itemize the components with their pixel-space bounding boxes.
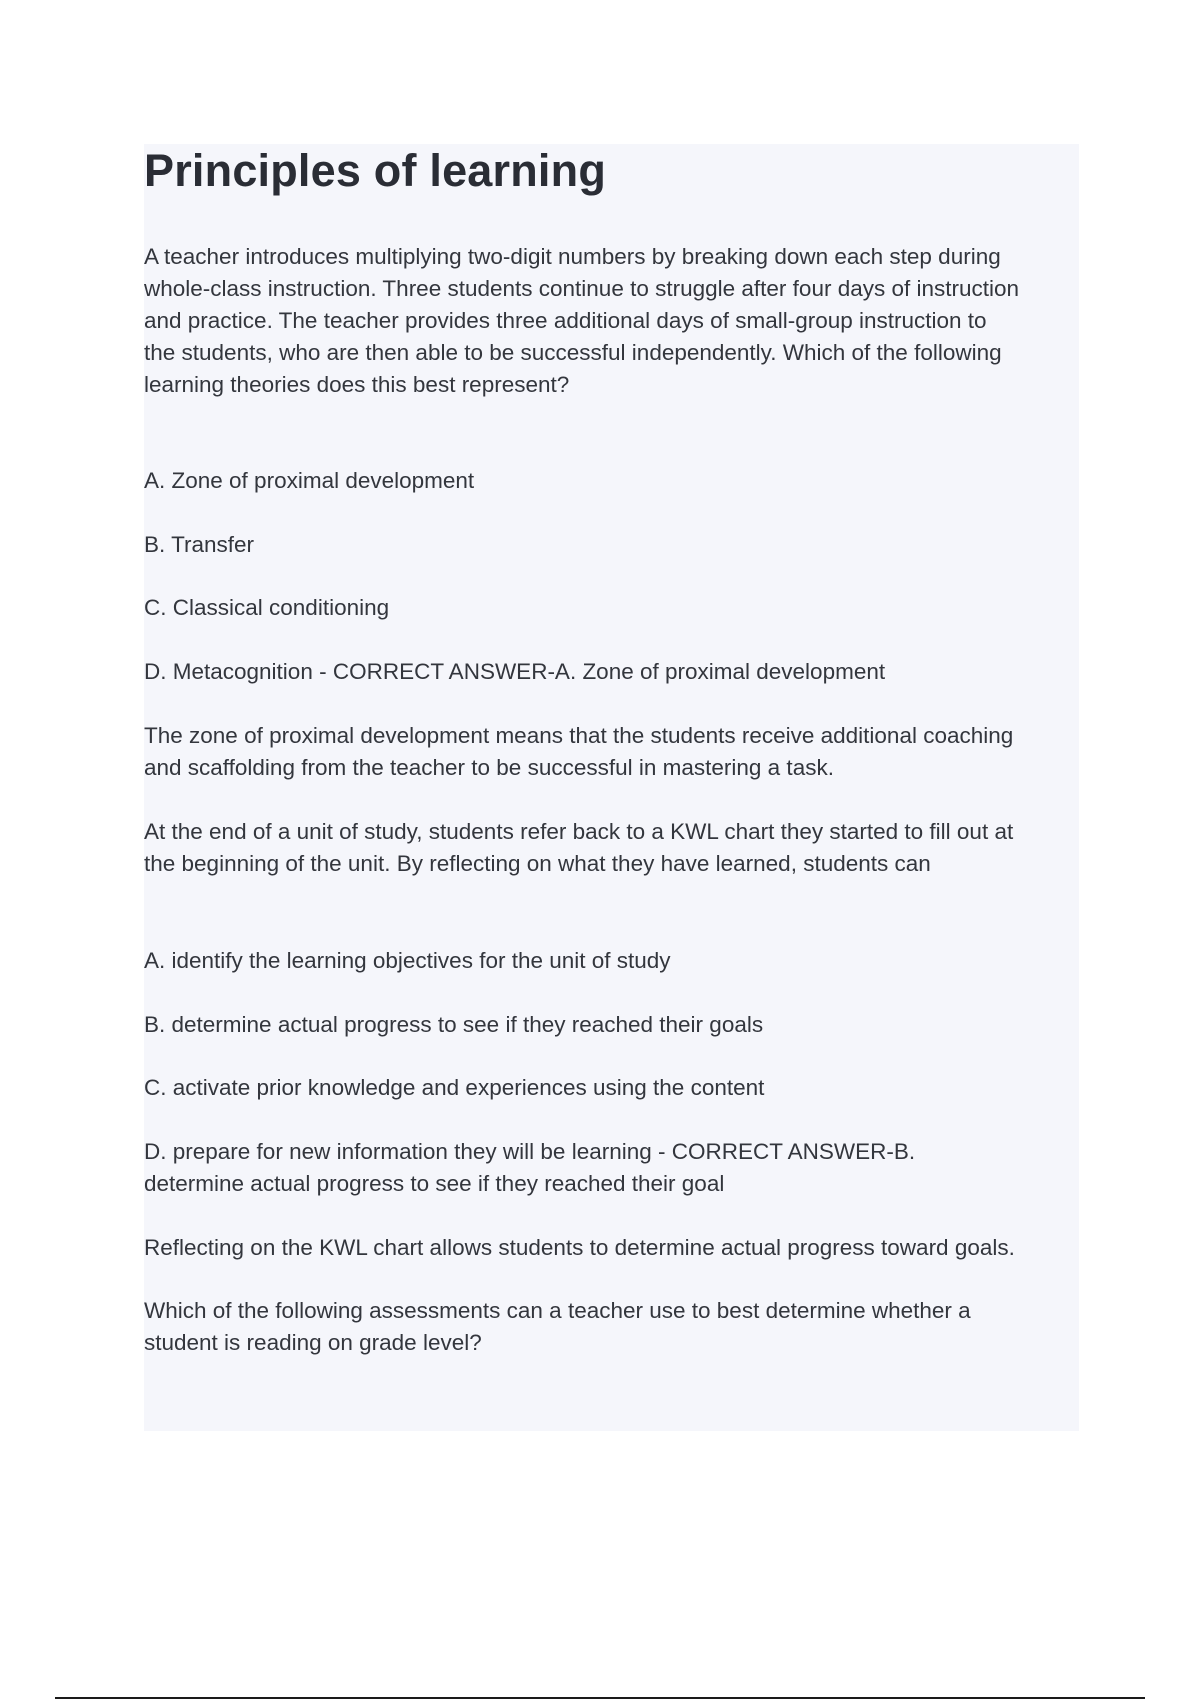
question-2-option-d-answer: D. prepare for new information they will be learning - CORRECT ANSWER-B.	[144, 1139, 916, 1164]
question-1-option-b: B. Transfer	[144, 532, 255, 557]
question-1-stem-line: and practice. The teacher provides three additional days of small-group instruction to	[144, 308, 987, 333]
question-1-explanation-line: The zone of proximal development means that the students receive additional coaching	[144, 723, 1014, 748]
question-2-stem-line: At the end of a unit of study, students refer back to a KWL chart they started to fill out at	[144, 819, 1014, 844]
question-2-option-a: A. identify the learning objectives for the unit of study	[144, 948, 671, 973]
question-1-option-a: A. Zone of proximal development	[144, 468, 475, 493]
question-1-stem-line: whole-class instruction. Three students continue to struggle after four days of instruction	[144, 276, 1020, 301]
page-title: Principles of learning	[144, 145, 607, 196]
question-2-stem-line: the beginning of the unit. By reflecting on what they have learned, students can	[144, 851, 931, 876]
question-2-option-d-answer: determine actual progress to see if they reached their goal	[144, 1171, 725, 1196]
question-1-option-c: C. Classical conditioning	[144, 595, 390, 620]
question-3-stem-line: Which of the following assessments can a teacher use to best determine whether a	[144, 1298, 971, 1323]
question-1-explanation-line: and scaffolding from the teacher to be successful in mastering a task.	[144, 755, 834, 780]
question-1-stem-line: A teacher introduces multiplying two-digit numbers by breaking down each step during	[144, 244, 1001, 269]
question-3-stem-line: student is reading on grade level?	[144, 1330, 482, 1355]
question-1-option-d-answer: D. Metacognition - CORRECT ANSWER-A. Zone of proximal development	[144, 659, 886, 684]
footer-rule	[55, 1697, 1145, 1699]
question-2-explanation: Reflecting on the KWL chart allows students to determine actual progress toward goals.	[144, 1235, 1015, 1260]
question-2-option-b: B. determine actual progress to see if they reached their goals	[144, 1012, 764, 1037]
question-1-stem-line: the students, who are then able to be successful independently. Which of the following	[144, 340, 1002, 365]
question-1-stem-line: learning theories does this best represent?	[144, 372, 570, 397]
question-2-option-c: C. activate prior knowledge and experiences using the content	[144, 1075, 765, 1100]
